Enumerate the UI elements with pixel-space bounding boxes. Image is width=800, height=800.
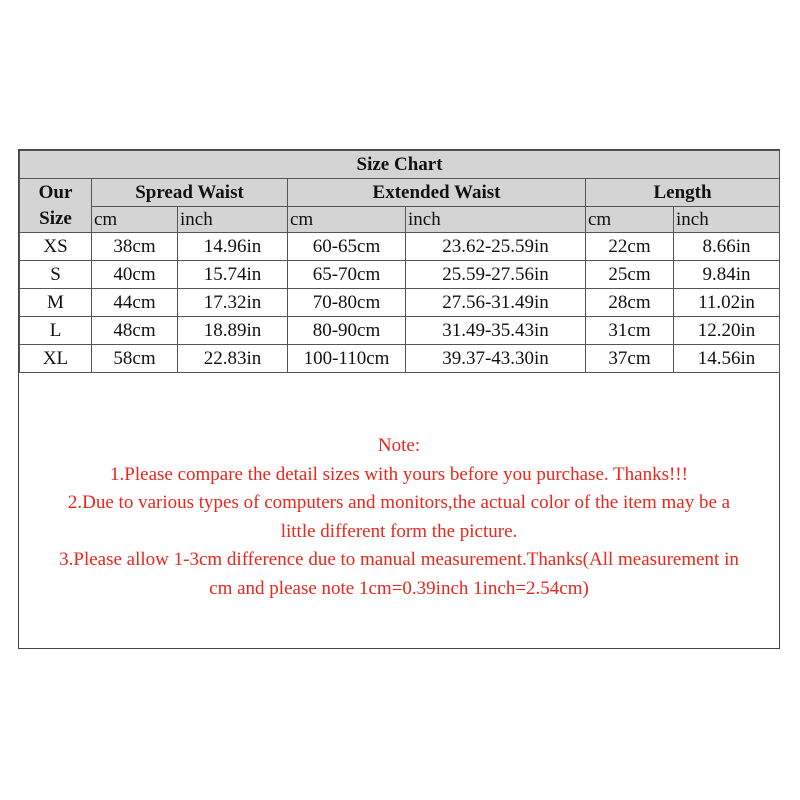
value-cell: 17.32in — [178, 289, 288, 317]
note-section — [19, 432, 779, 603]
value-cell: 44cm — [92, 289, 178, 317]
unit-header: inch — [178, 207, 288, 233]
value-cell: 100-110cm — [288, 345, 406, 373]
note-line: little different form the picture. — [280, 520, 518, 542]
table-row — [20, 317, 780, 345]
unit-header: cm — [288, 207, 406, 233]
size-cell: S — [20, 261, 92, 289]
group-header-extended-waist: Extended Waist — [288, 179, 586, 207]
value-cell: 60-65cm — [288, 233, 406, 261]
value-cell: 40cm — [92, 261, 178, 289]
size-cell: M — [20, 289, 92, 317]
value-cell: 70-80cm — [288, 289, 406, 317]
size-table — [19, 150, 780, 373]
value-cell: 48cm — [92, 317, 178, 345]
unit-header: cm — [586, 207, 674, 233]
value-cell: 23.62-25.59in — [406, 233, 586, 261]
value-cell: 9.84in — [674, 261, 780, 289]
value-cell: 15.74in — [178, 261, 288, 289]
value-cell: 25.59-27.56in — [406, 261, 586, 289]
value-cell: 22cm — [586, 233, 674, 261]
value-cell: 18.89in — [178, 317, 288, 345]
value-cell: 27.56-31.49in — [406, 289, 586, 317]
value-cell: 11.02in — [674, 289, 780, 317]
value-cell: 38cm — [92, 233, 178, 261]
unit-header: cm — [92, 207, 178, 233]
value-cell: 80-90cm — [288, 317, 406, 345]
value-cell: 12.20in — [674, 317, 780, 345]
table-title: Size Chart — [20, 151, 780, 179]
value-cell: 58cm — [92, 345, 178, 373]
group-header-length: Length — [586, 179, 780, 207]
value-cell: 65-70cm — [288, 261, 406, 289]
table-row — [20, 261, 780, 289]
size-cell: XS — [20, 233, 92, 261]
table-body — [20, 233, 780, 373]
note-line: 1.Please compare the detail sizes with yours before you purchase. Thanks!!! — [110, 463, 688, 485]
value-cell: 25cm — [586, 261, 674, 289]
unit-header: inch — [674, 207, 780, 233]
size-chart — [18, 149, 780, 649]
unit-header: inch — [406, 207, 586, 233]
group-header-spread-waist: Spread Waist — [92, 179, 288, 207]
value-cell: 39.37-43.30in — [406, 345, 586, 373]
value-cell: 28cm — [586, 289, 674, 317]
size-cell: L — [20, 317, 92, 345]
value-cell: 14.96in — [178, 233, 288, 261]
table-row — [20, 289, 780, 317]
value-cell: 22.83in — [178, 345, 288, 373]
table-row — [20, 345, 780, 373]
note-line: 2.Due to various types of computers and monitors,the actual color of the item may be a — [67, 492, 731, 513]
value-cell: 14.56in — [674, 345, 780, 373]
size-header-line1: Our — [20, 179, 92, 207]
size-header-line2: Size — [20, 207, 92, 233]
size-cell: XL — [20, 345, 92, 373]
value-cell: 31.49-35.43in — [406, 317, 586, 345]
note-line: 3.Please allow 1-3cm difference due to manual measurement.Thanks(All measurement in — [59, 549, 739, 570]
value-cell: 37cm — [586, 345, 674, 373]
value-cell: 31cm — [586, 317, 674, 345]
value-cell: 8.66in — [674, 233, 780, 261]
note-line: cm and please note 1cm=0.39inch 1inch=2.54cm) — [209, 577, 589, 599]
table-row — [20, 233, 780, 261]
note-heading: Note: — [377, 435, 421, 456]
